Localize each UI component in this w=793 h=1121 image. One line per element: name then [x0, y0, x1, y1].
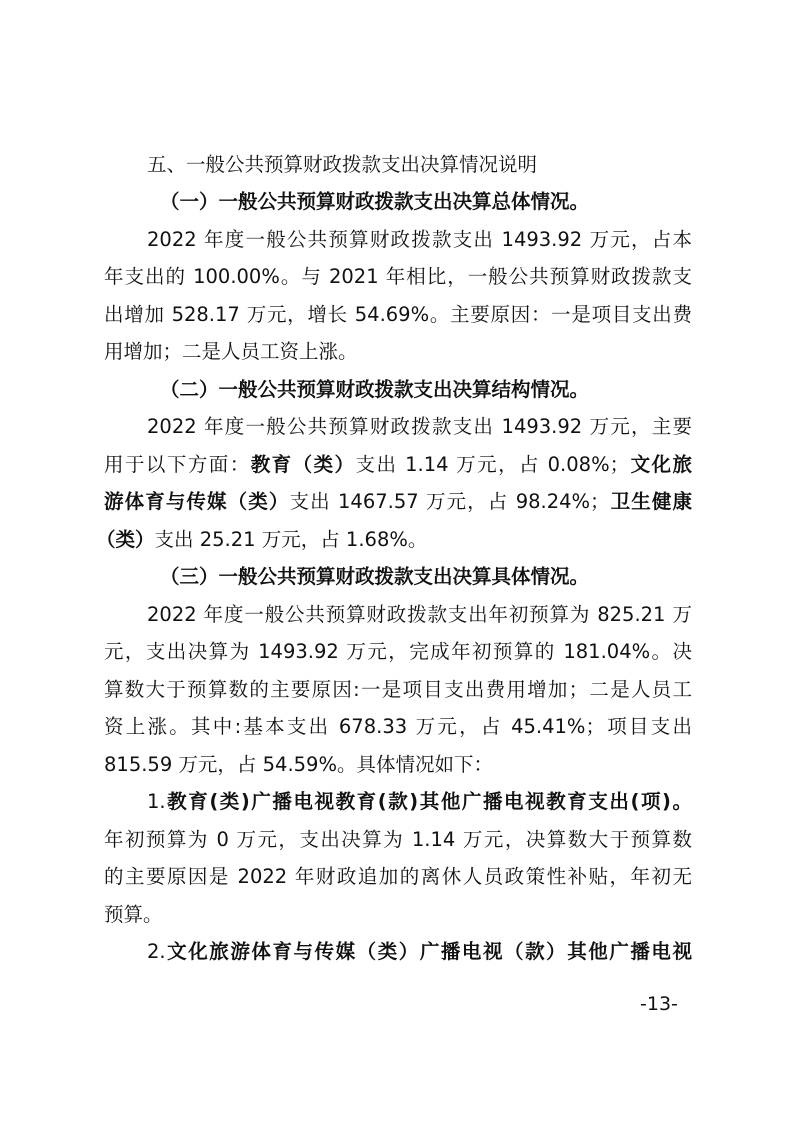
- subsection-2-heading: （二）一般公共预算财政拨款支出决算结构情况。: [160, 378, 590, 401]
- item-title: 教育(类)广播电视教育(款)其他广播电视教育支出(项)。: [165, 790, 692, 813]
- paragraph-line: 年初预算为 0 万元，支出决算为 1.14 万元，决算数大于预算数: [104, 828, 692, 851]
- paragraph-line: 出增加 528.17 万元，增长 54.69%。主要原因：一是项目支出费: [104, 303, 692, 326]
- subsection-1-heading: （一）一般公共预算财政拨款支出决算总体情况。: [160, 190, 590, 213]
- paragraph-line: [104, 487, 692, 517]
- item-title: 文化旅游体育与传媒（类）广播电视（款）其他广播电视: [165, 940, 692, 963]
- paragraph-line: [104, 450, 692, 480]
- item-2-title: [147, 937, 692, 967]
- category-education: 教育（类）: [250, 453, 356, 476]
- text-run: 用于以下方面：: [104, 453, 251, 476]
- paragraph-line: 用增加；二是人员工资上涨。: [104, 340, 358, 363]
- text-run: 支出 1467.57 万元，占 98.24%；: [289, 490, 610, 513]
- paragraph-line: 预算。: [104, 903, 163, 926]
- paragraph-line: 2022 年度一般公共预算财政拨款支出年初预算为 825.21 万: [147, 603, 692, 626]
- paragraph-line: 的主要原因是 2022 年财政追加的离休人员政策性补贴，年初无: [104, 865, 692, 888]
- paragraph-line: [96, 525, 684, 555]
- category-health-part2: （类）: [96, 528, 155, 551]
- paragraph-line: 资上涨。其中:基本支出 678.33 万元，占 45.41%；项目支出: [104, 715, 692, 738]
- item-1-title: [147, 787, 692, 817]
- paragraph-line: 2022 年度一般公共预算财政拨款支出 1493.92 万元，主要: [147, 415, 692, 438]
- item-number: 2.: [147, 940, 166, 963]
- text-run: 支出 25.21 万元，占 1.68%。: [154, 528, 428, 551]
- paragraph-line: 815.59 万元，占 54.59%。具体情况如下：: [104, 753, 493, 776]
- paragraph-line: 元，支出决算为 1493.92 万元，完成年初预算的 181.04%。决: [104, 640, 692, 663]
- category-health-part1: 卫生健康: [609, 490, 692, 513]
- text-run: 支出 1.14 万元，占 0.08%；: [355, 453, 630, 476]
- paragraph-line: 算数大于预算数的主要原因:一是项目支出费用增加；二是人员工: [104, 678, 692, 701]
- page-number: -13-: [640, 993, 678, 1015]
- category-culture-part2: 游体育与传媒（类）: [104, 490, 290, 513]
- paragraph-line: 2022 年度一般公共预算财政拨款支出 1493.92 万元，占本: [147, 228, 692, 251]
- paragraph-line: 年支出的 100.00%。与 2021 年相比，一般公共预算财政拨款支: [104, 265, 692, 288]
- category-culture-part1: 文化旅: [629, 453, 692, 476]
- subsection-3-heading: （三）一般公共预算财政拨款支出决算具体情况。: [160, 565, 590, 588]
- section-title: 五、一般公共预算财政拨款支出决算情况说明: [147, 153, 538, 176]
- item-number: 1.: [147, 790, 166, 813]
